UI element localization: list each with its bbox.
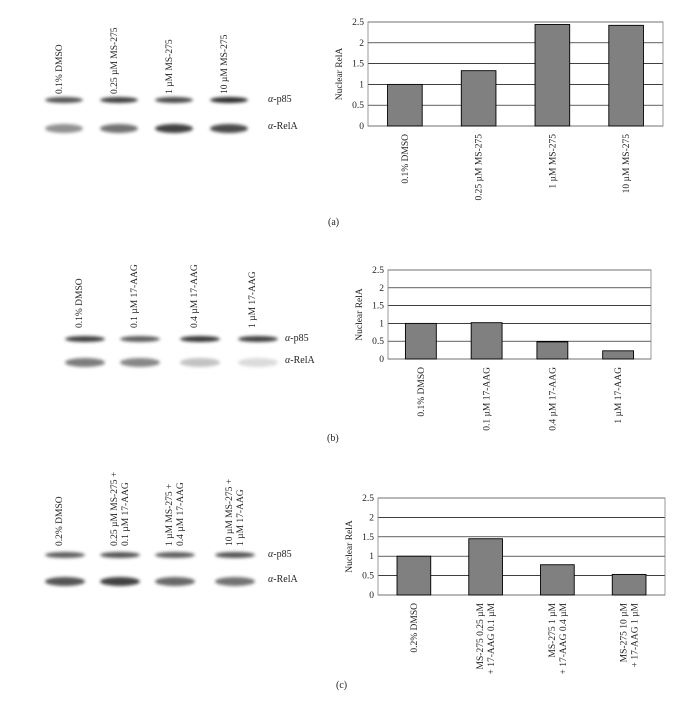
bar (405, 323, 436, 359)
svg-text:1 µM MS-275: 1 µM MS-275 (548, 134, 559, 189)
y-axis-label: Nuclear RelA (355, 288, 365, 341)
x-tick-label (410, 603, 420, 653)
lane-label: 0.1% DMSO (75, 278, 85, 328)
svg-text:1 µM 17-AAG: 1 µM 17-AAG (614, 367, 625, 424)
western-blot (30, 252, 350, 402)
bar (609, 25, 644, 126)
blot-band (210, 124, 248, 133)
panel-label: (b) (327, 433, 339, 444)
blot-band (100, 577, 140, 586)
y-axis-label: Nuclear RelA (345, 520, 355, 573)
band-label: α-RelA (268, 574, 298, 585)
x-tick-label (548, 367, 558, 431)
x-tick-label (483, 367, 493, 431)
y-tick-label: 1 (369, 552, 374, 563)
lane-label: 0.1 µM 17-AAG (130, 264, 140, 328)
lane-label: 10 µM MS-275 (220, 34, 230, 94)
lane-label: 0.2% DMSO (55, 496, 65, 546)
bar (541, 565, 575, 595)
y-tick-label: 0 (359, 122, 364, 132)
svg-text:MS-275 1 µM: MS-275 1 µM (547, 603, 558, 658)
y-tick-label: 1.5 (362, 532, 374, 543)
bar (471, 323, 502, 359)
svg-text:+ 17-AAG 1 µM: + 17-AAG 1 µM (630, 603, 641, 668)
y-tick-label: 0 (369, 591, 374, 601)
y-tick-label: 0.5 (362, 571, 374, 582)
y-tick-label: 1.5 (352, 59, 364, 70)
blot-band (155, 124, 193, 133)
x-tick-label (476, 602, 497, 674)
blot-band (65, 358, 105, 367)
blot-band (100, 552, 140, 558)
blot-band (155, 577, 195, 586)
lane-label: 0.1% DMSO (55, 44, 65, 94)
x-tick-label (417, 367, 427, 417)
bar (603, 351, 634, 359)
y-tick-label: 2.5 (362, 494, 374, 504)
lane-label: 1 µM 17-AAG (248, 271, 258, 328)
svg-text:0.25 µM MS-275: 0.25 µM MS-275 (474, 134, 485, 201)
x-tick-label (614, 367, 624, 424)
x-tick-label (620, 602, 641, 667)
blot-band (238, 358, 278, 367)
x-tick-label (401, 134, 411, 184)
blot-band (215, 577, 255, 586)
bar (535, 24, 570, 126)
y-tick-label: 0.5 (352, 101, 364, 112)
y-tick-label: 2.5 (372, 266, 384, 276)
y-tick-label: 1 (359, 80, 364, 91)
blot-band (155, 552, 195, 558)
bar-chart (330, 14, 673, 216)
y-tick-label: 2 (359, 38, 364, 49)
panel-c (0, 450, 681, 702)
bar (469, 539, 503, 595)
bar-chart (340, 490, 675, 685)
panel-b (0, 234, 681, 450)
blot-band (100, 124, 138, 133)
band-label: α-p85 (268, 94, 292, 105)
blot-band (45, 552, 85, 558)
western-blot (30, 458, 350, 608)
x-tick-label (548, 602, 569, 674)
y-tick-label: 2.5 (352, 18, 364, 28)
blot-band (45, 577, 85, 586)
blot-band (65, 336, 105, 342)
svg-text:0.1 µM 17-AAG: 0.1 µM 17-AAG (482, 367, 493, 431)
svg-text:MS-275 0.25 µM: MS-275 0.25 µM (476, 603, 487, 670)
band-label: α-RelA (285, 355, 315, 366)
bar (537, 342, 568, 359)
blot-band (210, 97, 248, 103)
blot-band (120, 336, 160, 342)
panel-label: (a) (328, 217, 340, 228)
lane-label: 0.4 µM 17-AAG (190, 264, 200, 328)
blot-band (180, 336, 220, 342)
svg-text:0.1% DMSO: 0.1% DMSO (416, 367, 427, 417)
blot-band (238, 336, 278, 342)
x-tick-label (548, 134, 558, 189)
y-tick-label: 0 (379, 355, 384, 365)
bar (397, 556, 431, 595)
blot-band (45, 97, 83, 103)
lane-label: 1 µM MS-275 (165, 39, 175, 94)
bar (612, 574, 646, 595)
y-tick-label: 1 (379, 319, 384, 330)
lane-label: 0.25 µM MS-275 (110, 27, 120, 94)
band-label: α-RelA (268, 121, 298, 132)
bar (461, 71, 496, 126)
western-blot (30, 20, 350, 170)
blot-band (45, 124, 83, 133)
svg-text:10 µM MS-275: 10 µM MS-275 (622, 134, 633, 194)
y-tick-label: 0.5 (372, 337, 384, 348)
blot-band (155, 97, 193, 103)
lane-label: 10 µM MS-275 + 1 µM 17-AAG (225, 478, 246, 546)
blot-band (215, 552, 255, 558)
svg-text:MS-275 10 µM: MS-275 10 µM (619, 603, 630, 663)
x-tick-label (475, 134, 485, 201)
band-label: α-p85 (268, 549, 292, 560)
blot-band (180, 358, 220, 367)
band-label: α-p85 (285, 333, 309, 344)
svg-text:+ 17-AAG 0.4 µM: + 17-AAG 0.4 µM (558, 603, 569, 675)
lane-label: 1 µM MS-275 + 0.4 µM 17-AAG (165, 482, 186, 546)
svg-text:0.2% DMSO: 0.2% DMSO (409, 603, 420, 653)
y-tick-label: 2 (379, 283, 384, 294)
bar-chart (350, 262, 661, 439)
panel-label: (c) (336, 680, 348, 691)
lane-label: 0.25 µM MS-275 + 0.1 µM 17-AAG (110, 471, 131, 546)
y-tick-label: 2 (369, 513, 374, 524)
bar (388, 84, 423, 126)
x-tick-label (622, 134, 632, 194)
blot-band (120, 358, 160, 367)
panel-a (0, 0, 681, 234)
blot-band (100, 97, 138, 103)
svg-text:0.1% DMSO: 0.1% DMSO (400, 134, 411, 184)
svg-text:+ 17-AAG 0.1 µM: + 17-AAG 0.1 µM (487, 603, 498, 675)
svg-text:0.4 µM 17-AAG: 0.4 µM 17-AAG (548, 367, 559, 431)
y-axis-label: Nuclear RelA (335, 47, 345, 101)
y-tick-label: 1.5 (372, 301, 384, 312)
